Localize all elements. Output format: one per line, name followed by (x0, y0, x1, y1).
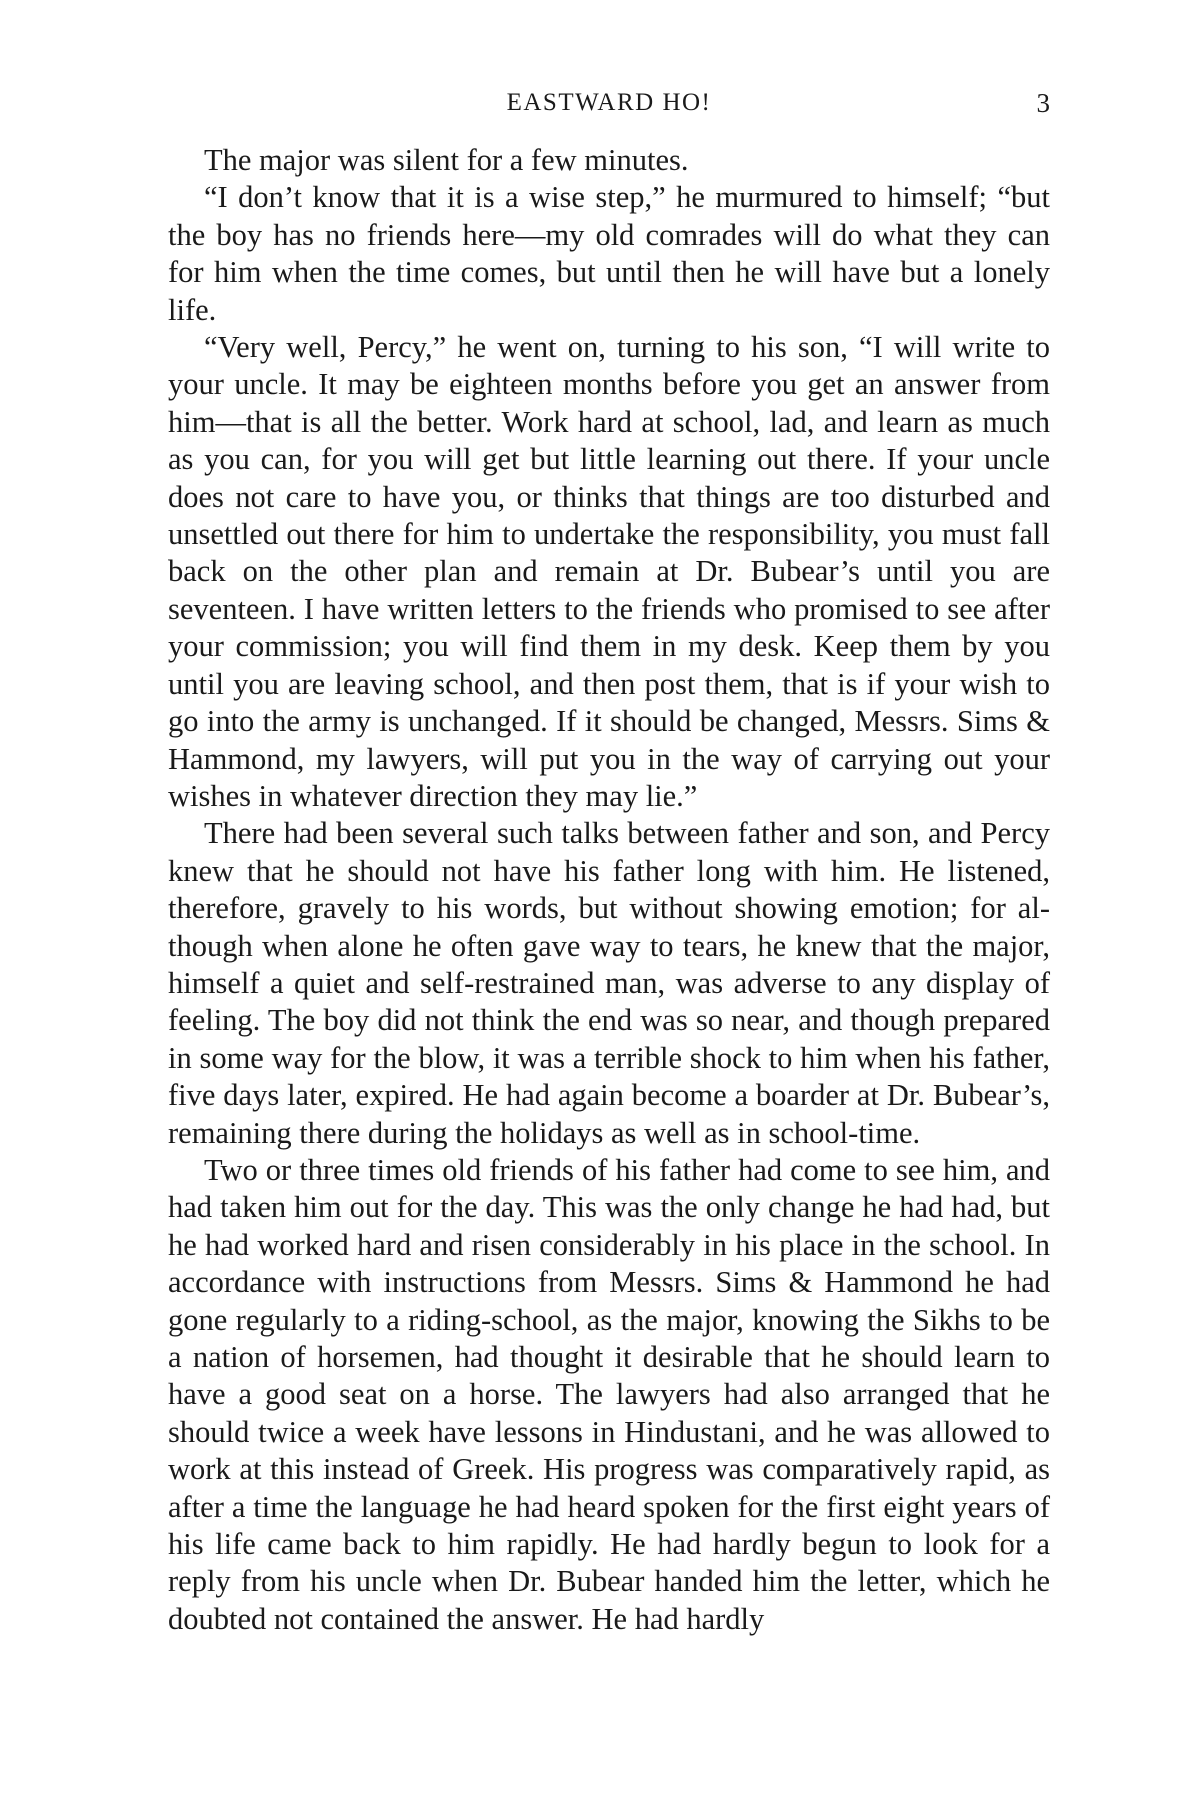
paragraph: The major was silent for a few minutes. (204, 143, 689, 177)
running-head (168, 85, 1050, 121)
running-title: EASTWARD HO! (506, 89, 712, 116)
paragraph: There had been several such talks between father and son, and Percy knew that he should not have his father long with him. He listened, therefore, gravely to his words, but without showing emotion; for although when alone he often gave way to tears, he knew that the major, himself a quiet and self-restrained man, was adverse to any display of feeling. The boy did not think the end was so near, and though prepared in some way for the blow, it was a terrible shock to him when his father, five days later, expired. He had again become a boarder at Dr. Bubear’s, remaining there during the holidays as well as in school-time. (168, 816, 1050, 1150)
paragraph: “I don’t know that it is a wise step,” he murmured to himself; “but the boy has no friends here—my old comrades will do what they can for him when the time comes, but until then he will have but a lonely life. (168, 180, 1050, 327)
page-number: 3 (1036, 88, 1050, 118)
paragraph: “Very well, Percy,” he went on, turning to his son, “I will write to your uncle. It may be eighteen months before you get an answer from him—that is all the better. Work hard at school, lad, and learn as much as you can, for you will get but little learning out there. If your uncle does not care to have you, or thinks that things are too disturbed and unsettled out there for him to undertake the responsibility, you must fall back on the other plan and remain at Dr. Bubear’s until you are seventeen. I have written letters to the friends who promised to see after your commission; you will find them in my desk. Keep them by you until you are leaving school, and then post them, that is if your wish to go into the army is unchanged. If it should be changed, Messrs. Sims & Hammond, my lawyers, will put you in the way of carrying out your wishes in whatever direction they may lie.” (168, 330, 1050, 813)
paragraph: Two or three times old friends of his father had come to see him, and had taken him out for the day. This was the only change he had had, but he had worked hard and risen considerably in his place in the school. In accordance with instructions from Messrs. Sims & Hammond he had gone regularly to a riding-school, as the major, knowing the Sikhs to be a nation of horsemen, had thought it desirable that he should learn to have a good seat on a horse. The lawyers had also arranged that he should twice a week have lessons in Hindustani, and he was allowed to work at this instead of Greek. His progress was comparatively rapid, as after a time the language he had heard spoken for the first eight years of his life came back to him rapidly. He had hardly begun to look for a reply from his uncle when Dr. Bubear handed him the letter, which he doubted not contained the answer. He had hardly (168, 1152, 1050, 1636)
body-text (168, 142, 1050, 1638)
